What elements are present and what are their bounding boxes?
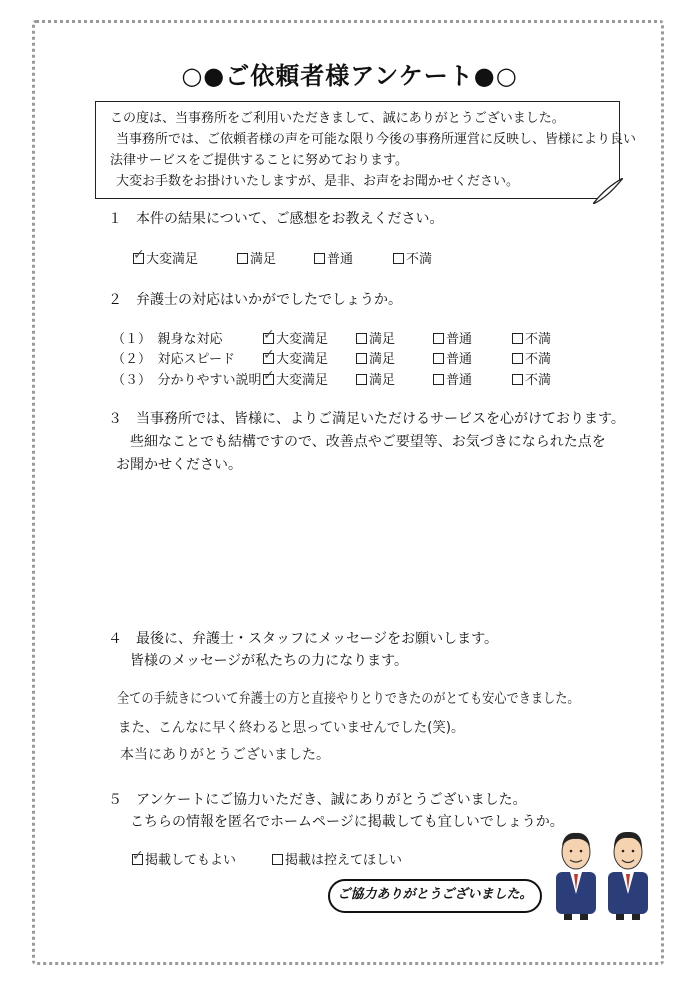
q2-option[interactable] [433,348,472,367]
intro-line: この度は、当事務所をご利用いただきまして、誠にありがとうございました。 [110,111,565,126]
option-label: 満足 [369,332,396,347]
checked-box-icon[interactable] [263,327,275,344]
question-1: １ 本件の結果について、ご感想をお教えください。 [108,211,444,227]
thanks-bubble: ご協力ありがとうございました。 [328,879,542,913]
q1-option[interactable] [237,248,276,267]
q5-option[interactable] [132,849,236,868]
q2-option[interactable] [356,348,395,367]
checkmark-icon: ✓ [263,327,275,343]
checkbox-icon[interactable] [356,374,367,385]
q2-option[interactable] [433,328,472,347]
q2-row-label: （１） 親身な対応 [112,332,223,347]
checkbox-icon[interactable] [356,333,367,344]
question-3-line: お聞かせください。 [116,457,242,473]
q2-option[interactable] [512,328,551,347]
option-label: 満足 [250,252,277,267]
checked-box-icon[interactable] [263,347,275,364]
intro-line: 大変お手数をお掛けいたしますが、是非、お声をお聞かせください。 [116,174,520,189]
q1-option[interactable] [133,248,198,267]
intro-line: 当事務所では、ご依頼者様の声を可能な限り今後の事務所運営に反映し、皆様により良い [116,132,637,147]
question-5-line: こちらの情報を匿名でホームページに掲載しても宜しいでしょうか。 [130,814,564,830]
option-label: 不満 [406,252,433,267]
question-4-line: 皆様のメッセージが私たちの力になります。 [130,653,409,669]
checkbox-icon[interactable] [393,253,404,264]
q2-option[interactable] [263,348,328,367]
option-label: 大変満足 [276,373,329,388]
lawyers-illustration-icon [548,822,658,922]
option-label: 掲載してもよい [145,853,237,868]
option-label: 掲載は控えてほしい [285,853,403,868]
intro-box [95,101,637,199]
q1-option[interactable] [393,248,432,267]
option-label: 満足 [369,352,396,367]
checkmark-icon: ✓ [133,247,145,263]
page-title: ○●ご依頼者様アンケート●○ [181,62,518,90]
option-label: 普通 [446,332,473,347]
q2-option[interactable] [356,328,395,347]
question-3: ３ 当事務所では、皆様に、よりご満足いただけるサービスを心がけております。 [108,411,625,427]
option-label: 大変満足 [276,332,329,347]
question-4: ４ 最後に、弁護士・スタッフにメッセージをお願いします。 [108,631,499,647]
q1-option[interactable] [314,248,353,267]
q2-option[interactable] [433,369,472,388]
q2-row-label: （３） 分かりやすい説明 [112,373,262,388]
q2-option[interactable] [263,328,328,347]
checkbox-icon[interactable] [512,374,523,385]
option-label: 普通 [446,352,473,367]
lawyer-right [608,832,648,920]
checkmark-icon: ✓ [263,368,275,384]
checked-box-icon[interactable] [263,368,275,385]
q2-option[interactable] [512,348,551,367]
q2-row-label: （２） 対応スピード [112,352,235,367]
q2-option[interactable] [356,369,395,388]
q2-option[interactable] [263,369,328,388]
checkbox-icon[interactable] [512,333,523,344]
checkbox-icon[interactable] [433,353,444,364]
option-label: 不満 [525,352,552,367]
handwritten-line: 本当にありがとうございました。 [120,747,330,763]
question-5: ５ アンケートにご協力いただき、誠にありがとうございました。 [108,792,527,808]
checkmark-icon: ✓ [132,848,144,864]
question-2: ２ 弁護士の対応はいかがでしたでしょうか。 [108,292,402,308]
checked-box-icon[interactable] [132,848,144,865]
checkbox-icon[interactable] [433,374,444,385]
checkbox-icon[interactable] [272,854,283,865]
question-3-line: 些細なことでも結構ですので、改善点やご要望等、お気づきになられた点を [130,434,606,450]
handwritten-line: また、こんなに早く終わると思っていませんでした(笑)。 [118,720,465,736]
checkmark-icon: ✓ [263,347,275,363]
option-label: 普通 [446,373,473,388]
checkbox-icon[interactable] [356,353,367,364]
option-label: 満足 [369,373,396,388]
q2-option[interactable] [512,369,551,388]
option-label: 不満 [525,373,552,388]
option-label: 大変満足 [276,352,329,367]
handwritten-line: 全ての手続きについて弁護士の方と直接やりとりできたのがとても安心できました。 [117,691,580,707]
q5-option[interactable] [272,849,402,868]
option-label: 普通 [327,252,354,267]
checkbox-icon[interactable] [314,253,325,264]
checkbox-icon[interactable] [512,353,523,364]
checkbox-icon[interactable] [433,333,444,344]
checkbox-icon[interactable] [237,253,248,264]
checked-box-icon[interactable] [133,247,145,264]
option-label: 不満 [525,332,552,347]
lawyer-left [556,833,596,920]
option-label: 大変満足 [146,252,199,267]
intro-line: 法律サービスをご提供することに努めております。 [110,153,408,168]
page-curl-icon [593,178,623,204]
